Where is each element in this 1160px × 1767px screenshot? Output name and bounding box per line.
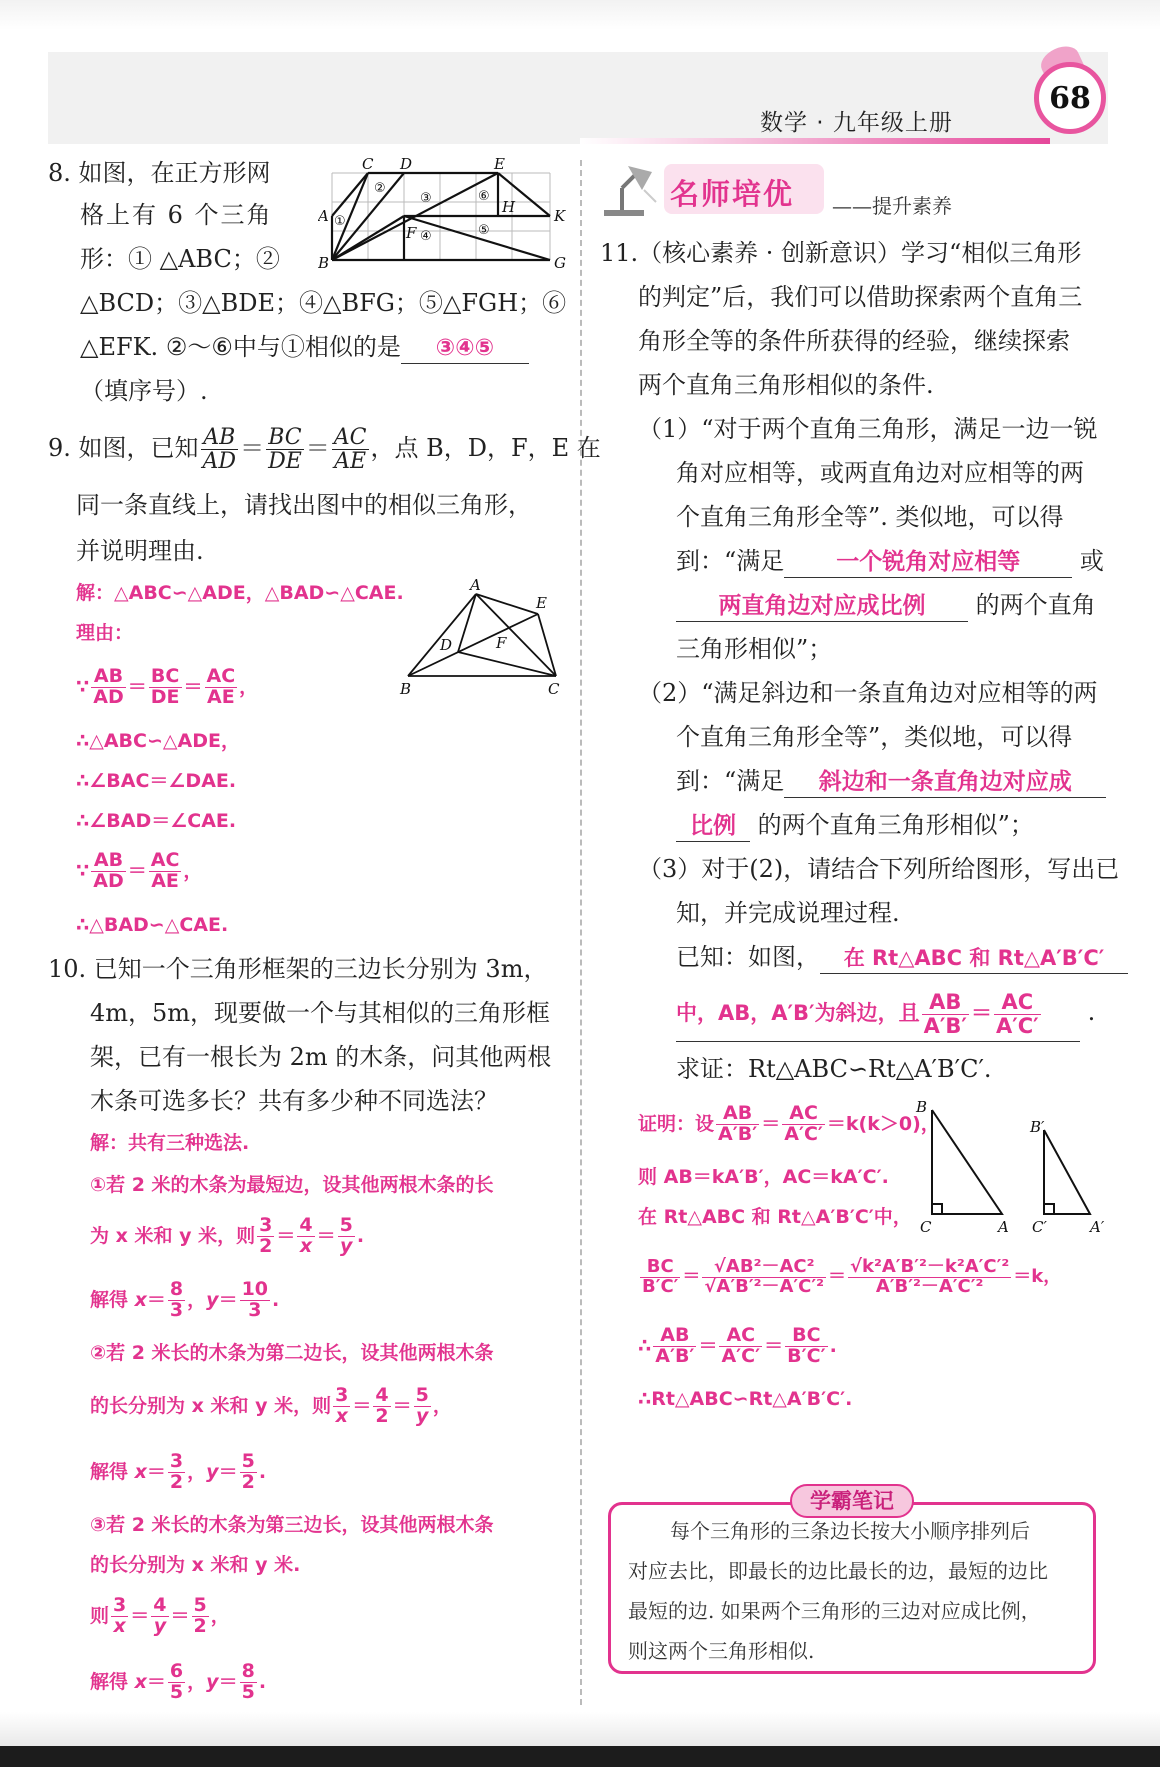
column-divider xyxy=(580,160,582,1705)
q10-sol-line: 解得 x＝ $\frac{8}{3}$ ，y＝ $\frac{10}{3}$ . xyxy=(90,1278,280,1321)
q8-answer-blank: ③④⑤ xyxy=(401,333,529,364)
q11-label-b: B xyxy=(916,1098,928,1116)
q11-p1-line: 个直角三角形全等”. 类似地，可以得 xyxy=(676,503,1064,531)
q10-frac: $\frac{8}{5}$ xyxy=(241,1660,255,1703)
q11-p1-answer-2: 两直角边对应成比例 xyxy=(676,591,968,622)
q11-p3-line: （3）对于(2)，请结合下列所给图形，写出已 xyxy=(638,855,1120,883)
q8-label-b: B xyxy=(318,254,330,268)
q8-label-d: D xyxy=(400,158,413,173)
q11-label-a: A xyxy=(998,1218,1009,1234)
subject-title: 数学 · 九年级上册 xyxy=(760,110,953,136)
q11-right-triangles-figure xyxy=(910,1098,1106,1234)
q8-label-e: E xyxy=(494,158,505,173)
q9-sol-frac: $\frac{AB}{AD}$ xyxy=(93,849,124,892)
q11-p2-line: 到：“满足 斜边和一条直角边对应成 xyxy=(676,766,1106,798)
q10-frac: $\frac{3}{x}$ xyxy=(113,1594,127,1637)
q10-frac: $\frac{10}{3}$ xyxy=(241,1278,269,1321)
q10-sol-line: 解：共有三种选法. xyxy=(90,1132,250,1154)
q10-frac: $\frac{3}{x}$ xyxy=(335,1384,349,1427)
q11-line: 的判定”后，我们可以借助探索两个直角三 xyxy=(638,283,1083,311)
q9-triangle-figure xyxy=(398,578,568,698)
page-number: 68 xyxy=(1034,62,1106,134)
q11-label-b-prime: B′ xyxy=(1030,1118,1045,1136)
q8-label-2: ② xyxy=(374,181,386,196)
q10-line: 4m，5m，现要做一个与其相似的三角形框 xyxy=(90,999,551,1027)
q11-proof-line: 证明：设 $\frac{AB}{A'B'}$ ＝ $\frac{AC}{A'C'}$ ＝k(k＞0)， xyxy=(638,1102,940,1145)
q8-grid-figure xyxy=(318,158,566,268)
q8-line: （填序号）. xyxy=(80,377,208,405)
q11-p1-line: （1）“对于两个直角三角形，满足一边一锐 xyxy=(638,415,1098,443)
q9-sol-line: ∴∠BAC＝∠DAE. xyxy=(76,770,237,792)
q9-sol-line: 解：△ABC∽△ADE，△BAD∽△CAE. xyxy=(76,582,404,604)
q11-label-c-prime: C′ xyxy=(1032,1218,1047,1234)
q11-proof-line: ∴Rt△ABC∽Rt△A′B′C′. xyxy=(638,1388,853,1410)
q11-proof-line: ∴ $\frac{AB}{A'B'}$ ＝ $\frac{AC}{A'C'}$ ＝ $\frac{BC}{B'C'}$ . xyxy=(638,1324,837,1367)
q8-question-text: △EFK. ②～⑥中与①相似的是 xyxy=(80,333,401,361)
q8-line: △BCD；③△BDE；④△BFG；⑤△FGH；⑥ xyxy=(80,289,567,317)
q11-prove-line: 求证：Rt△ABC∽Rt△A′B′C′. xyxy=(676,1055,992,1083)
q9-line: 并说明理由. xyxy=(76,537,204,565)
q11-proof-line: 在 Rt△ABC 和 Rt△A′B′C′中， xyxy=(638,1206,912,1228)
q8-line xyxy=(80,332,529,364)
q8-line: 格上有 6 个三角 xyxy=(80,201,273,229)
q10-sol-line: 解得 x＝ $\frac{3}{2}$ ，y＝ $\frac{5}{2}$ . xyxy=(90,1450,267,1493)
bottom-bar xyxy=(0,1746,1160,1767)
q11-label-a-prime: A′ xyxy=(1090,1218,1105,1234)
q11-p2-line: 个直角三角形全等”，类似地，可以得 xyxy=(676,723,1073,751)
q9-sol-line: ∵ $\frac{AB}{AD}$ ＝ $\frac{AC}{AE}$ ， xyxy=(76,849,203,892)
q11-p1-line: 两直角边对应成比例 的两个直角 xyxy=(676,590,1096,622)
q10-frac: $\frac{8}{3}$ xyxy=(169,1278,184,1321)
q11-p2-answer-2: 比例 xyxy=(676,811,750,842)
q11-label-c: C xyxy=(920,1218,932,1234)
q9-label-f: F xyxy=(496,634,507,652)
q8-label-5: ⑤ xyxy=(478,223,490,238)
tip-line: 每个三角形的三条边长按大小顺序排列后 xyxy=(670,1519,1030,1543)
q10-frac: $\frac{4}{x}$ xyxy=(299,1214,313,1257)
q11-p2-line: 比例 的两个直角三角形相似”； xyxy=(676,810,1034,842)
q11-p1-line: 到：“满足 一个锐角对应相等 或 xyxy=(676,546,1104,578)
q11-known-line: 已知：如图， 在 Rt△ABC 和 Rt△A′B′C′ xyxy=(676,942,1128,974)
tip-line: 则这两个三角形相似. xyxy=(628,1639,815,1663)
q11-p3-line: 知，并完成说理过程. xyxy=(676,899,900,927)
q9-frac-3: $\frac{AC}{AE}$ xyxy=(333,424,367,474)
q8-line: 8. 如图，在正方形网 xyxy=(48,159,271,187)
top-edge xyxy=(0,0,1160,30)
q10-line: 架，已有一根长为 2m 的木条，问其他两根 xyxy=(90,1043,552,1071)
lamp-icon xyxy=(598,158,662,220)
q10-frac: $\frac{3}{2}$ xyxy=(169,1450,184,1493)
q10-frac: $\frac{6}{5}$ xyxy=(169,1660,184,1703)
banner-subtitle: ——提升素养 xyxy=(832,194,952,218)
q11-p1-line: 角对应相等，或两直角边对应相等的两 xyxy=(676,459,1084,487)
q9-sol-line: ∵ $\frac{AB}{AD}$ ＝ $\frac{BC}{DE}$ ＝ $\frac{AC}{AE}$ ， xyxy=(76,665,259,708)
q10-frac: $\frac{5}{2}$ xyxy=(241,1450,255,1493)
tip-title: 学霸笔记 xyxy=(790,1484,914,1518)
q9-frac-2: $\frac{BC}{DE}$ xyxy=(268,424,302,474)
q11-p2-answer-1: 斜边和一条直角边对应成 xyxy=(784,767,1106,798)
q8-label-1: ① xyxy=(334,214,346,229)
q10-sol-line: 为 x 米和 y 米，则 $\frac{3}{2}$ ＝ $\frac{4}{x}$ ＝ $\frac{5}{y}$ . xyxy=(90,1214,365,1257)
q9-sol-frac: $\frac{AC}{AE}$ xyxy=(206,665,236,708)
q9-line: 同一条直线上，请找出图中的相似三角形， xyxy=(76,491,532,519)
q9-sol-frac: $\frac{BC}{DE}$ xyxy=(150,665,180,708)
q9-suffix: ，点 B，D，F，E 在 xyxy=(370,434,601,462)
q9-sol-frac: $\frac{AB}{AD}$ xyxy=(93,665,124,708)
q11-proof-line: $\frac{BC}{B'C'}$ ＝ $\frac{\text{√AB²－AC²}}{\text{√A′B′²－A′C′²}}$ ＝ $\frac{\text{√k²A′B′²－k²A′C′²}}{\text{A′B′²－A′C′²}}$ ＝k， xyxy=(642,1255,1062,1297)
q11-p2-line: （2）“满足斜边和一条直角边对应相等的两 xyxy=(638,679,1098,707)
q11-known-answer-2: 中，AB，A′B′为斜边，且 $\frac{AB}{A'B'}$ ＝ $\frac{AC}{A'C'}$ xyxy=(676,985,1080,1042)
q9-label-c: C xyxy=(548,680,560,698)
q9-label-a: A xyxy=(470,578,481,594)
q9-sol-line: ∴△BAD∽△CAE. xyxy=(76,914,229,936)
q9-prefix: 9. 如图，已知 xyxy=(48,434,199,462)
q11-line: 两个直角三角形相似的条件. xyxy=(638,371,934,399)
tip-line: 对应去比，即最长的边比最长的边，最短的边比 xyxy=(628,1559,1048,1583)
q10-frac: $\frac{4}{2}$ xyxy=(375,1384,389,1427)
q8-label-k: K xyxy=(554,207,566,225)
q10-sol-line: 解得 x＝ $\frac{6}{5}$ ，y＝ $\frac{8}{5}$ . xyxy=(90,1660,267,1703)
q8-label-h: H xyxy=(502,198,516,216)
q9-label-e: E xyxy=(536,594,547,612)
q8-line: 形：① △ABC；② xyxy=(80,245,280,273)
q8-label-6: ⑥ xyxy=(478,189,490,204)
q8-label-c: C xyxy=(362,158,374,173)
q10-frac: $\frac{5}{y}$ xyxy=(339,1214,353,1257)
q9-sol-line: ∴∠BAD＝∠CAE. xyxy=(76,810,237,832)
bottom-edge xyxy=(0,1712,1160,1746)
q11-proof-line: 则 AB＝kA′B′，AC＝kA′C′. xyxy=(638,1166,889,1188)
q10-frac: $\frac{4}{y}$ xyxy=(153,1594,167,1637)
q10-sol-line: 的长分别为 x 米和 y 米，则 $\frac{3}{x}$ ＝ $\frac{4}{2}$ ＝ $\frac{5}{y}$ ， xyxy=(90,1384,452,1427)
q10-frac: $\frac{5}{y}$ xyxy=(415,1384,429,1427)
q11-known-answer-1: 在 Rt△ABC 和 Rt△A′B′C′ xyxy=(820,943,1128,974)
q11-known-line: 中，AB，A′B′为斜边，且 $\frac{AB}{A'B'}$ ＝ $\frac{AC}{A'C'}$ . xyxy=(676,984,1095,1040)
header-accent-line xyxy=(580,138,1050,144)
q9-sol-line: 理由： xyxy=(76,622,134,644)
q10-frac: $\frac{3}{2}$ xyxy=(259,1214,273,1257)
q9-label-b: B xyxy=(400,680,412,698)
q11-p1-answer-1: 一个锐角对应相等 xyxy=(784,547,1072,578)
q8-label-f: F xyxy=(406,224,417,242)
q8-label-g: G xyxy=(554,254,566,268)
q10-sol-line: 的长分别为 x 米和 y 米. xyxy=(90,1554,301,1576)
q8-label-4: ④ xyxy=(420,229,432,244)
q11-p1-line: 三角形相似”； xyxy=(676,635,833,663)
q10-sol-line: ③若 2 米长的木条为第三边长，设其他两根木条 xyxy=(90,1514,494,1536)
q10-frac: $\frac{5}{2}$ xyxy=(193,1594,207,1637)
q10-line: 10. 已知一个三角形框架的三边长分别为 3m， xyxy=(48,955,548,983)
q9-label-d: D xyxy=(440,636,453,654)
q9-sol-frac: $\frac{AC}{AE}$ xyxy=(150,849,180,892)
q8-label-a: A xyxy=(318,207,329,225)
q9-sol-line: ∴△ABC∽△ADE， xyxy=(76,730,240,752)
q9-line: 9. 如图，已知 $\frac{AB}{AD}$ ＝ $\frac{BC}{DE}$ ＝ $\frac{AC}{AE}$ ，点 B，D，F，E 在 xyxy=(48,424,601,474)
q9-frac-1: $\frac{AB}{AD}$ xyxy=(202,424,237,474)
q11-line: 角形全等的条件所获得的经验，继续探索 xyxy=(638,327,1070,355)
q10-sol-line: ①若 2 米的木条为最短边，设其他两根木条的长 xyxy=(90,1174,494,1196)
q10-sol-line: ②若 2 米长的木条为第二边长，设其他两根木条 xyxy=(90,1342,494,1364)
q8-label-3: ③ xyxy=(420,191,432,206)
tip-line: 最短的边. 如果两个三角形的三边对应成比例， xyxy=(628,1599,1041,1623)
q11-line: 11.（核心素养 · 创新意识）学习“相似三角形 xyxy=(600,239,1082,267)
q10-sol-line: 则 $\frac{3}{x}$ ＝ $\frac{4}{y}$ ＝ $\frac{5}{2}$ ， xyxy=(90,1594,230,1637)
q10-line: 木条可选多长？共有多少种不同选法？ xyxy=(90,1087,498,1115)
banner-title: 名师培优 xyxy=(670,177,795,211)
